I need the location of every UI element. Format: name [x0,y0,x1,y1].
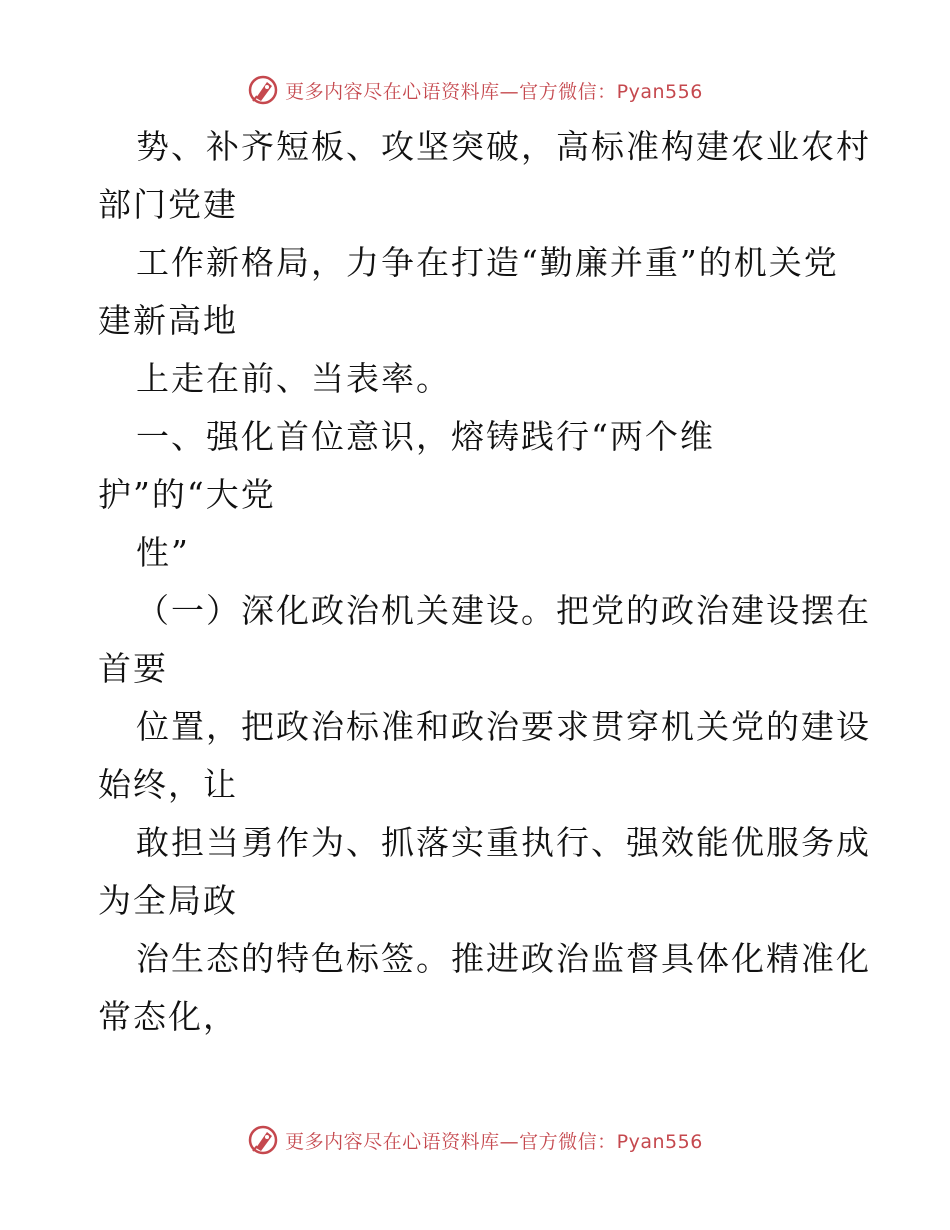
body-line-1: 势、补齐短板、攻坚突破，高标准构建农业农村 [136,127,871,166]
header-banner [0,70,950,110]
body-line-13: 敢担当勇作为、抓落实重执行、强效能优服务成 [136,823,871,862]
section-heading-line-2: 护”的“大党 [98,475,276,514]
body-line-9: （一）深化政治机关建设。把党的政治建设摆在 [136,591,871,630]
body-line-4: 建新高地 [98,301,238,340]
body-line-12: 始终，让 [98,765,238,804]
pen-nib-logo-icon [247,74,279,106]
body-line-16: 常态化， [98,997,238,1036]
section-heading-line-3: 性” [136,533,190,572]
pen-nib-logo-icon [247,1124,279,1156]
footer-banner-text: 更多内容尽在心语资料库—官方微信：Pyan556 [285,1130,703,1153]
body-line-10: 首要 [98,649,168,688]
section-heading-line-1: 一、强化首位意识，熔铸践行“两个维 [136,417,715,456]
footer-banner [0,1120,950,1160]
document-body [98,118,871,1046]
body-line-14: 为全局政 [98,881,238,920]
body-line-5: 上走在前、当表率。 [136,359,451,398]
body-line-2: 部门党建 [98,185,238,224]
body-line-15: 治生态的特色标签。推进政治监督具体化精准化 [136,939,871,978]
header-banner-text: 更多内容尽在心语资料库—官方微信：Pyan556 [285,80,703,103]
body-line-11: 位置，把政治标准和政治要求贯穿机关党的建设 [136,707,871,746]
body-line-3: 工作新格局，力争在打造“勤廉并重”的机关党 [136,243,839,282]
